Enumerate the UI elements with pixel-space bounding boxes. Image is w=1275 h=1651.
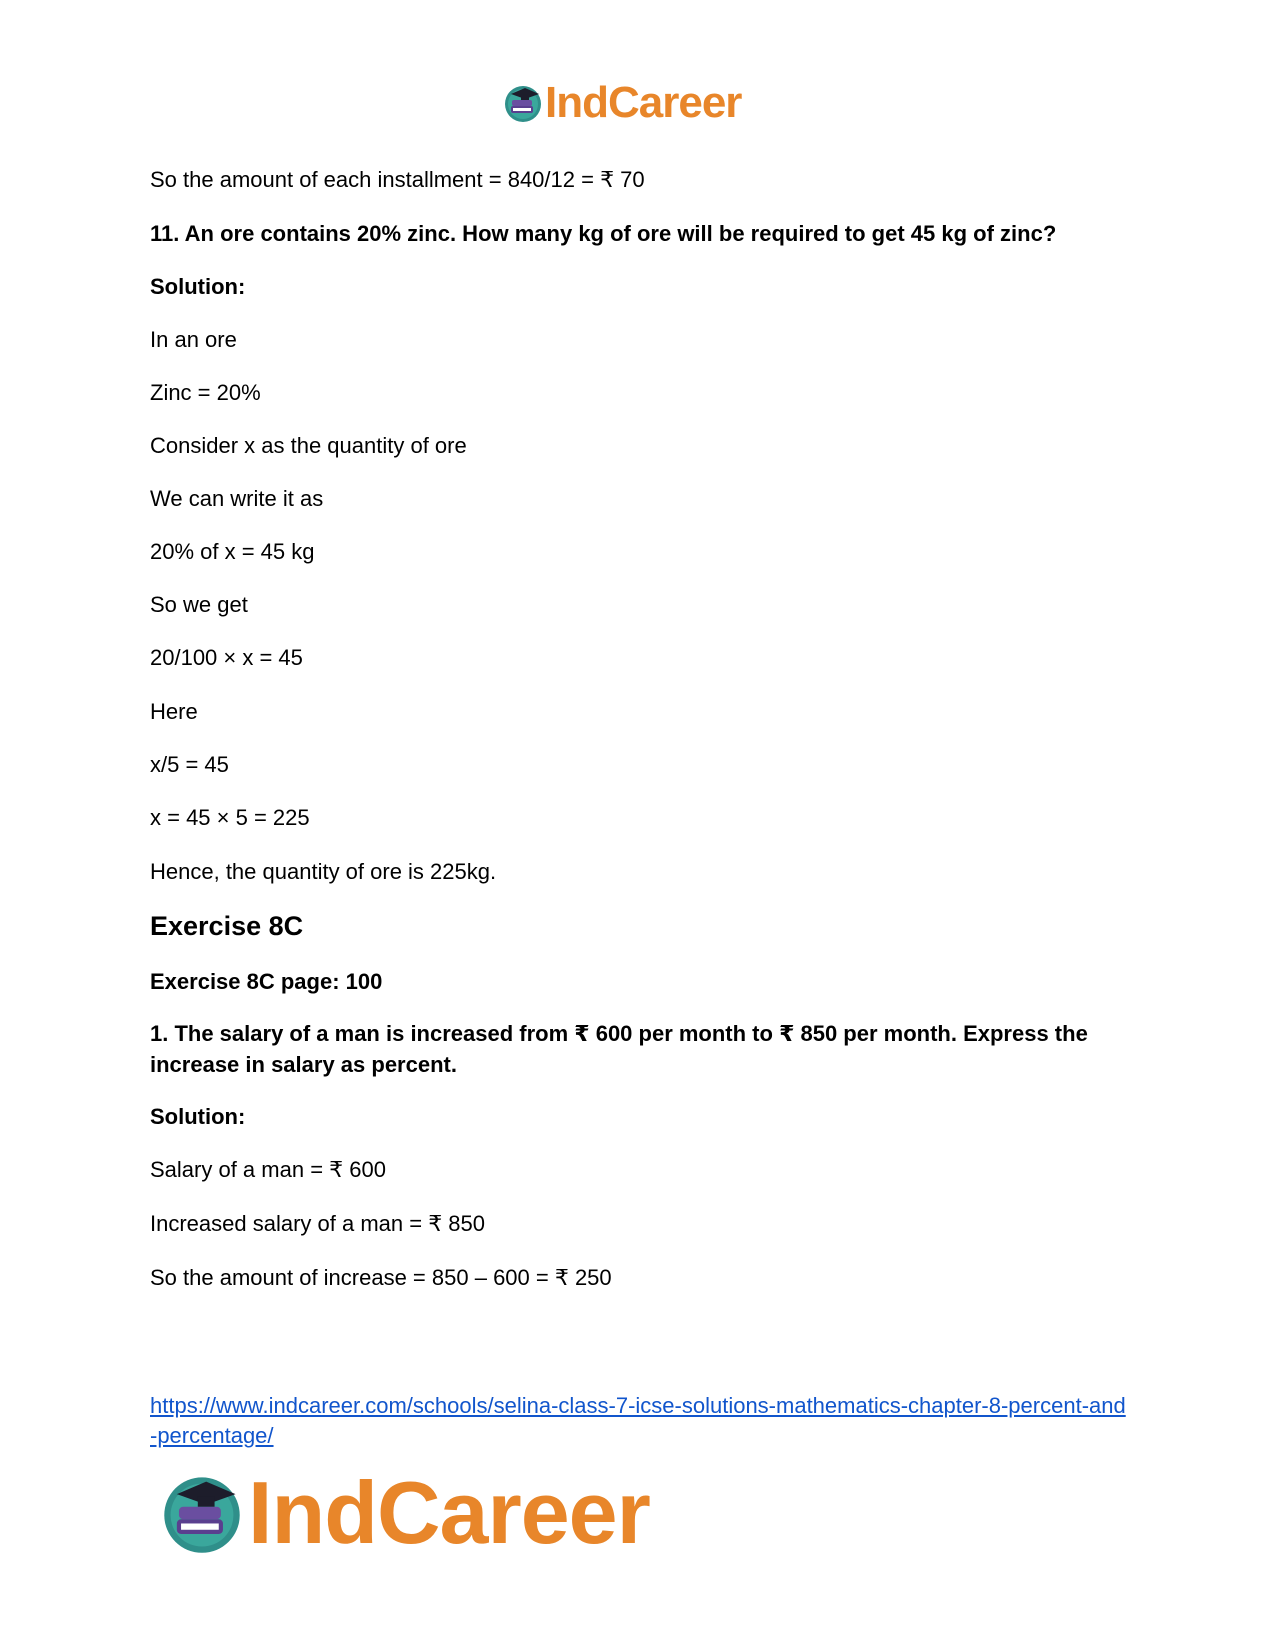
brand-name: IndCareer [545, 78, 742, 127]
graduation-book-icon [160, 1469, 244, 1557]
text-line: In an ore [150, 327, 237, 352]
text-line: 20% of x = 45 kg [150, 539, 315, 564]
text-line: Consider x as the quantity of ore [150, 433, 467, 458]
text-line: Salary of a man = ₹ 600 [150, 1157, 386, 1182]
graduation-book-icon [503, 82, 543, 124]
indcareer-logo-bottom [160, 1463, 650, 1563]
text-line: x = 45 × 5 = 225 [150, 805, 310, 830]
source-link[interactable]: https://www.indcareer.com/schools/selina-class-7-icse-solutions-mathematics-chapter-8-percent-and-percentage/ [150, 1393, 1126, 1448]
text-line: Here [150, 699, 198, 724]
indcareer-logo-top [503, 78, 741, 128]
brand-name: IndCareer [248, 1463, 650, 1562]
section-heading: Exercise 8C [150, 911, 304, 941]
question-11: 11. An ore contains 20% zinc. How many kg of ore will be required to get 45 kg of zinc? [150, 221, 1057, 246]
solution-label: Solution: [150, 274, 246, 299]
text-line: x/5 = 45 [150, 752, 229, 777]
solution-label: Solution: [150, 1104, 246, 1129]
text-line: We can write it as [150, 486, 324, 511]
question-1: 1. The salary of a man is increased from ₹ 600 per month to ₹ 850 per month. Express the increase in salary as percent. [150, 1021, 1088, 1077]
text-line: So the amount of each installment = 840/12 = ₹ 70 [150, 167, 645, 192]
text-line: Increased salary of a man = ₹ 850 [150, 1211, 486, 1236]
subsection-heading: Exercise 8C page: 100 [150, 969, 383, 994]
text-line: So we get [150, 592, 248, 617]
text-line: Hence, the quantity of ore is 225kg. [150, 859, 497, 884]
text-line: So the amount of increase = 850 – 600 = ₹ 250 [150, 1265, 612, 1290]
text-line: Zinc = 20% [150, 380, 261, 405]
text-line: 20/100 × x = 45 [150, 645, 303, 670]
